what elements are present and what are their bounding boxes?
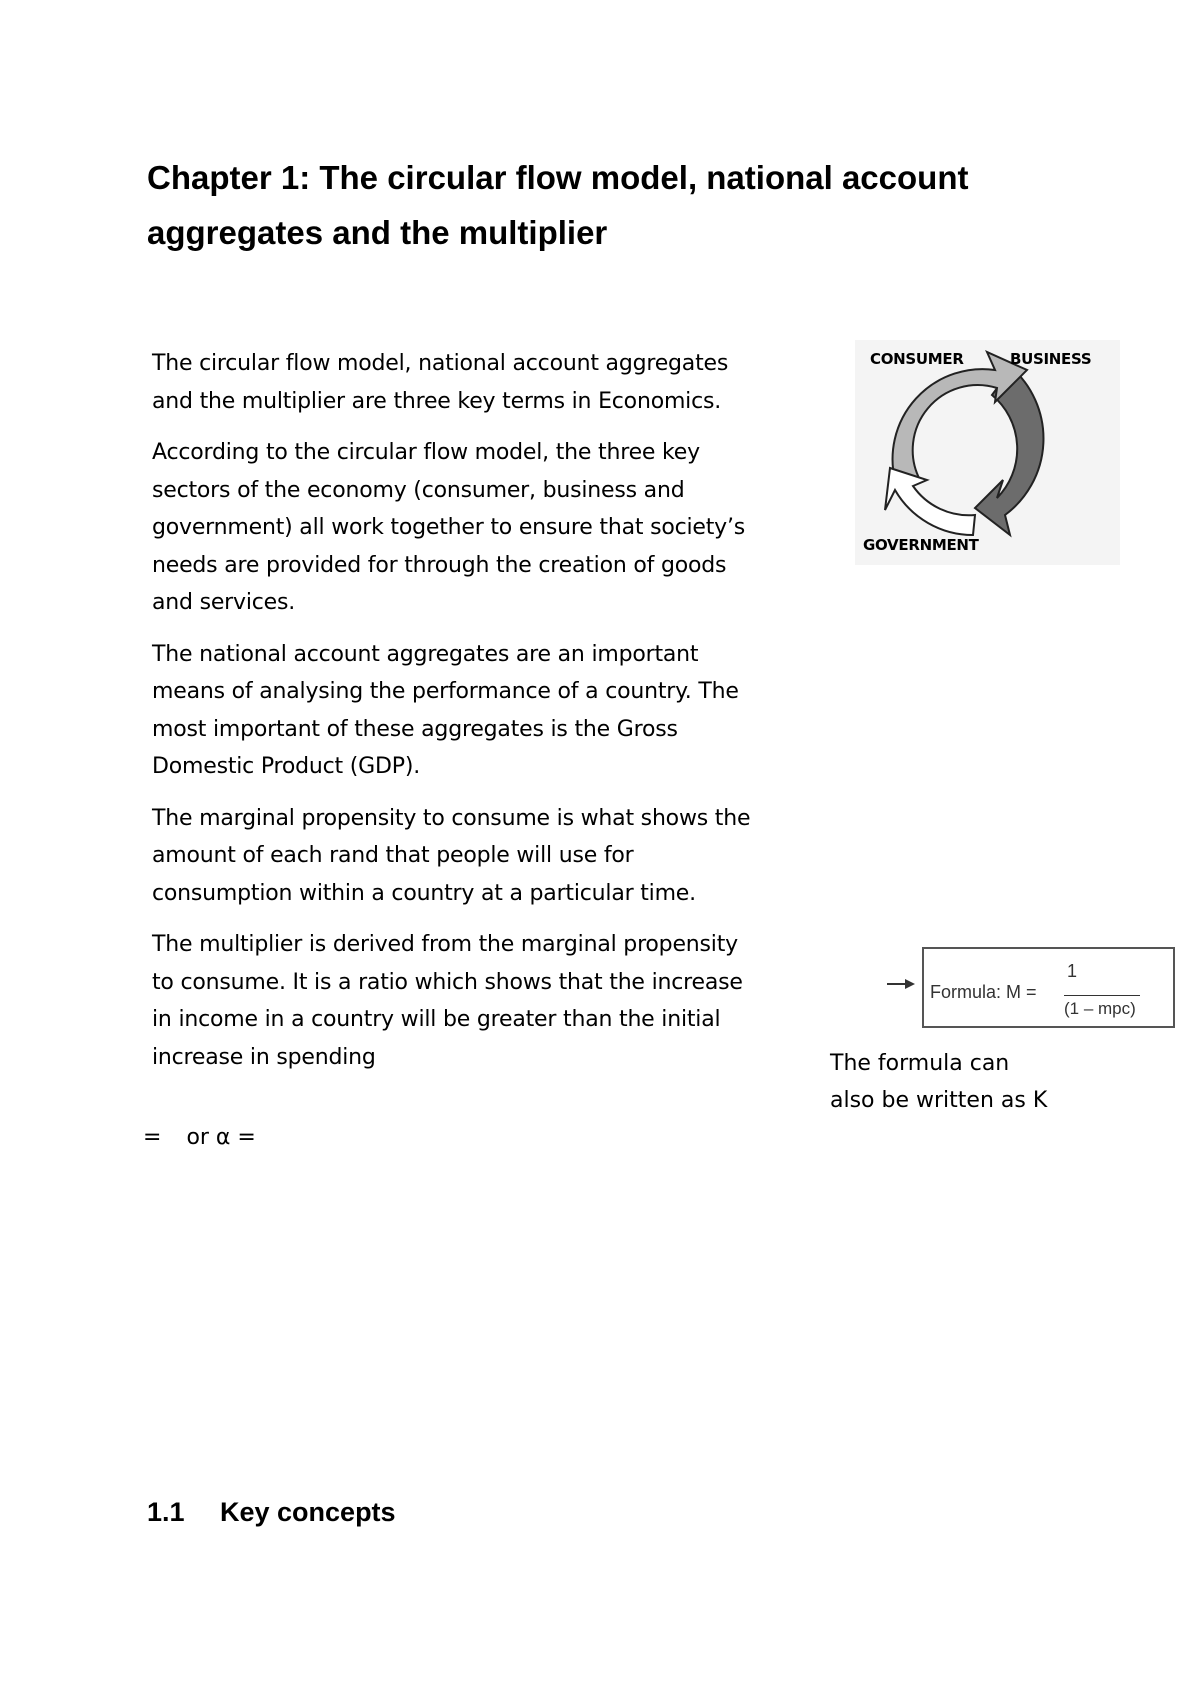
paragraph-mpc — [152, 800, 792, 913]
alpha-equation: or α = — [186, 1125, 256, 1150]
circular-flow-graphic — [855, 340, 1120, 565]
text-line: and services. — [152, 590, 296, 615]
section-heading — [147, 1497, 396, 1528]
chapter-title-line2: aggregates and the multiplier — [147, 214, 608, 251]
text-line: amount of each rand that people will use for — [152, 843, 634, 868]
text-line: means of analysing the performance of a country. The — [152, 679, 739, 704]
text-line: to consume. It is a ratio which shows that the increase — [152, 969, 743, 995]
paragraph-intro — [152, 345, 792, 420]
body-text — [152, 345, 792, 1090]
business-label: BUSINESS — [1010, 350, 1092, 368]
text-line: According to the circular flow model, the three key — [152, 440, 700, 465]
formula-denominator: (1 – mpc) — [1064, 999, 1136, 1018]
text-line: The circular flow model, national account aggregates — [152, 351, 729, 376]
text-line: The multiplier is derived from the marginal propensity — [152, 932, 738, 957]
text-line: increase in spending — [152, 1044, 376, 1070]
formula-note — [830, 1045, 1090, 1119]
text-line: The marginal propensity to consume is what shows the — [152, 805, 751, 831]
text-line: needs are provided for through the creation of goods — [152, 552, 727, 578]
government-label: GOVERNMENT — [863, 536, 979, 554]
paragraph-circular-flow — [152, 434, 792, 622]
paragraph-multiplier — [152, 926, 792, 1076]
text-line: The national account aggregates are an important — [152, 641, 699, 667]
circular-flow-diagram — [855, 340, 1120, 565]
arrow-right-icon — [887, 976, 917, 992]
chapter-title-line1: Chapter 1: The circular flow model, national account — [147, 159, 969, 196]
section-title: Key concepts — [220, 1497, 396, 1527]
formula-label: Formula: M = — [930, 982, 1037, 1002]
formula-numerator: 1 — [1067, 961, 1078, 981]
formula-box — [922, 947, 1175, 1028]
paragraph-national-accounts — [152, 636, 792, 786]
text-line: government) all work together to ensure that society’s — [152, 515, 746, 540]
fraction-bar — [1064, 995, 1140, 996]
equals-sign: = — [143, 1125, 162, 1150]
equation-line — [143, 1125, 256, 1150]
chapter-title — [147, 150, 1067, 260]
text-line: sectors of the economy (consumer, business and — [152, 477, 685, 503]
text-line: Domestic Product (GDP). — [152, 754, 420, 779]
text-line: and the multiplier are three key terms in Economics. — [152, 388, 722, 414]
note-line: The formula can — [830, 1051, 1010, 1076]
text-line: most important of these aggregates is the Gross — [152, 716, 678, 742]
consumer-label: CONSUMER — [870, 350, 964, 368]
text-line: consumption within a country at a particular time. — [152, 880, 696, 906]
text-line: in income in a country will be greater than the initial — [152, 1007, 721, 1032]
section-number: 1.1 — [147, 1497, 185, 1527]
note-line: also be written as K — [830, 1088, 1048, 1113]
